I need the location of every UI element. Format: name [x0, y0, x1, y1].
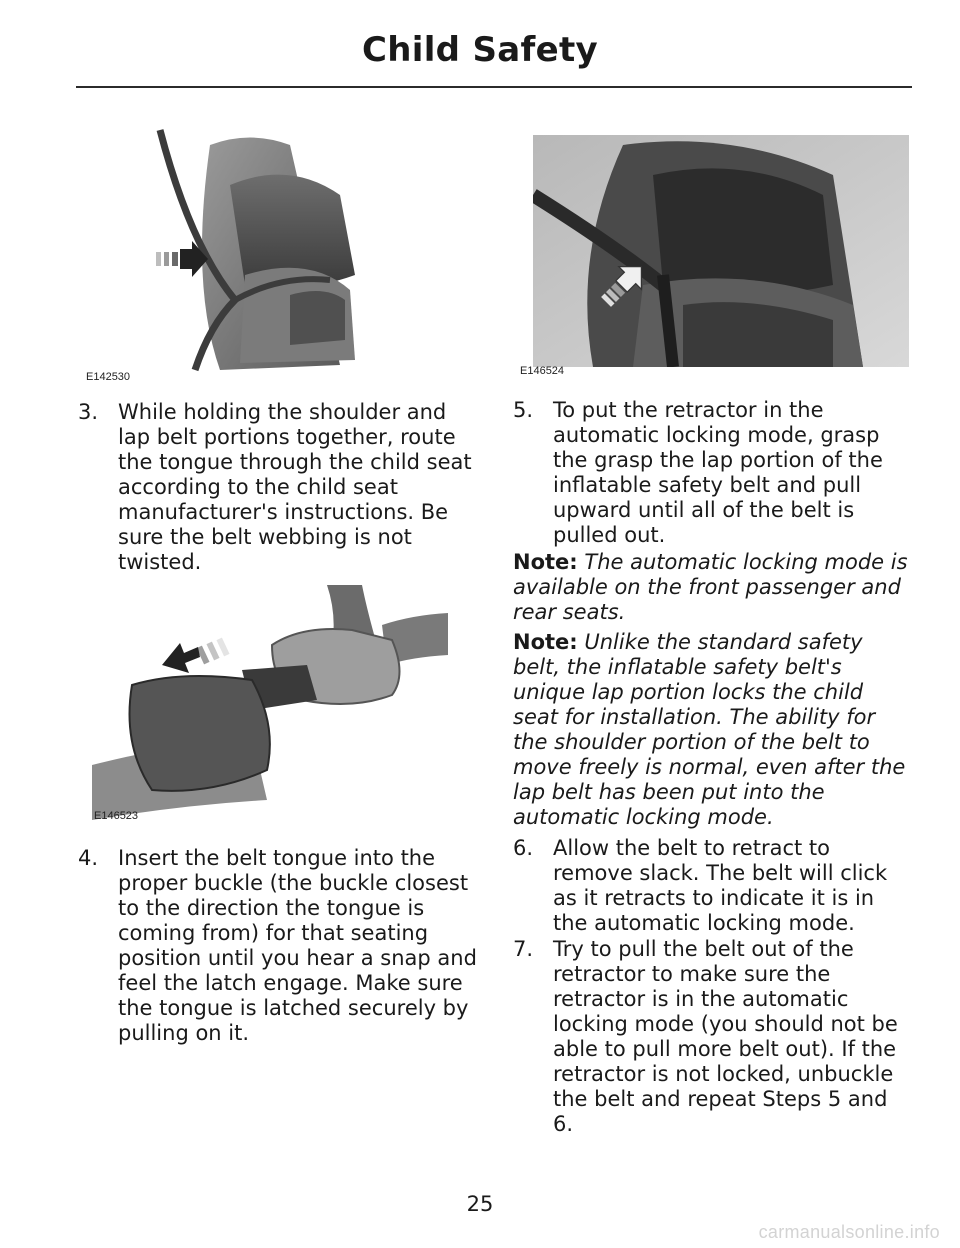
step-number: 6.	[513, 836, 534, 860]
note-label: Note:	[513, 630, 578, 654]
step-number: 4.	[78, 846, 99, 870]
step-number: 5.	[513, 398, 534, 422]
figure-label: E142530	[86, 371, 131, 383]
page-title: Child Safety	[362, 30, 598, 70]
child-seat-belt-routing-illustration	[150, 125, 470, 380]
step-5	[513, 398, 913, 548]
figure-label: E146523	[94, 810, 139, 822]
page-number: 25	[466, 1192, 494, 1216]
step-6	[513, 836, 913, 936]
step-text: Allow the belt to retract to remove slack. The belt will click as it retracts to indicate it is in the automatic locking mode.	[553, 836, 888, 935]
watermark: carmanualsonline.info	[758, 1222, 940, 1242]
note-label: Note:	[513, 550, 578, 574]
figure-child-seat-routing	[150, 125, 470, 380]
note-text: The automatic locking mode is available on the front passenger and rear seats.	[513, 550, 908, 624]
figure-buckle-insert	[92, 585, 448, 820]
belt-buckle-insert-illustration	[92, 585, 448, 820]
note-locking-mode	[513, 550, 913, 625]
step-number: 7.	[513, 937, 534, 961]
note-text: Unlike the standard safety belt, the inflatable safety belt's unique lap portion locks the child seat for installation. The ability for the shoulder portion of the belt to move freely is normal, even after the lap belt has been put into the automatic locking mode.	[513, 630, 906, 829]
figure-label: E146524	[520, 365, 565, 377]
note-inflatable-belt	[513, 630, 913, 830]
step-text: Try to pull the belt out of the retractor to make sure the retractor is in the automatic locking mode (you should not be able to pull more belt out). If the retractor is not locked, unbuckle the belt and repeat Steps 5 and 6.	[553, 937, 898, 1136]
step-4	[78, 846, 478, 1046]
belt-pull-up-illustration	[533, 135, 909, 367]
step-7	[513, 937, 913, 1137]
step-3	[78, 400, 478, 575]
header-rule	[76, 86, 912, 88]
step-text: Insert the belt tongue into the proper buckle (the buckle closest to the direction the tongue is coming from) for that seating position until you hear a snap and feel the latch engage. Make sure the tongue is latched securely by pulling on it.	[118, 846, 477, 1045]
step-text: While holding the shoulder and lap belt portions together, route the tongue through the child seat according to the child seat manufacturer's instructions. Be sure the belt webbing is not twisted.	[118, 400, 472, 574]
step-text: To put the retractor in the automatic locking mode, grasp the grasp the lap portion of the inflatable safety belt and pull upward until all of the belt is pulled out.	[553, 398, 883, 547]
step-number: 3.	[78, 400, 99, 424]
figure-belt-pull	[533, 135, 909, 367]
